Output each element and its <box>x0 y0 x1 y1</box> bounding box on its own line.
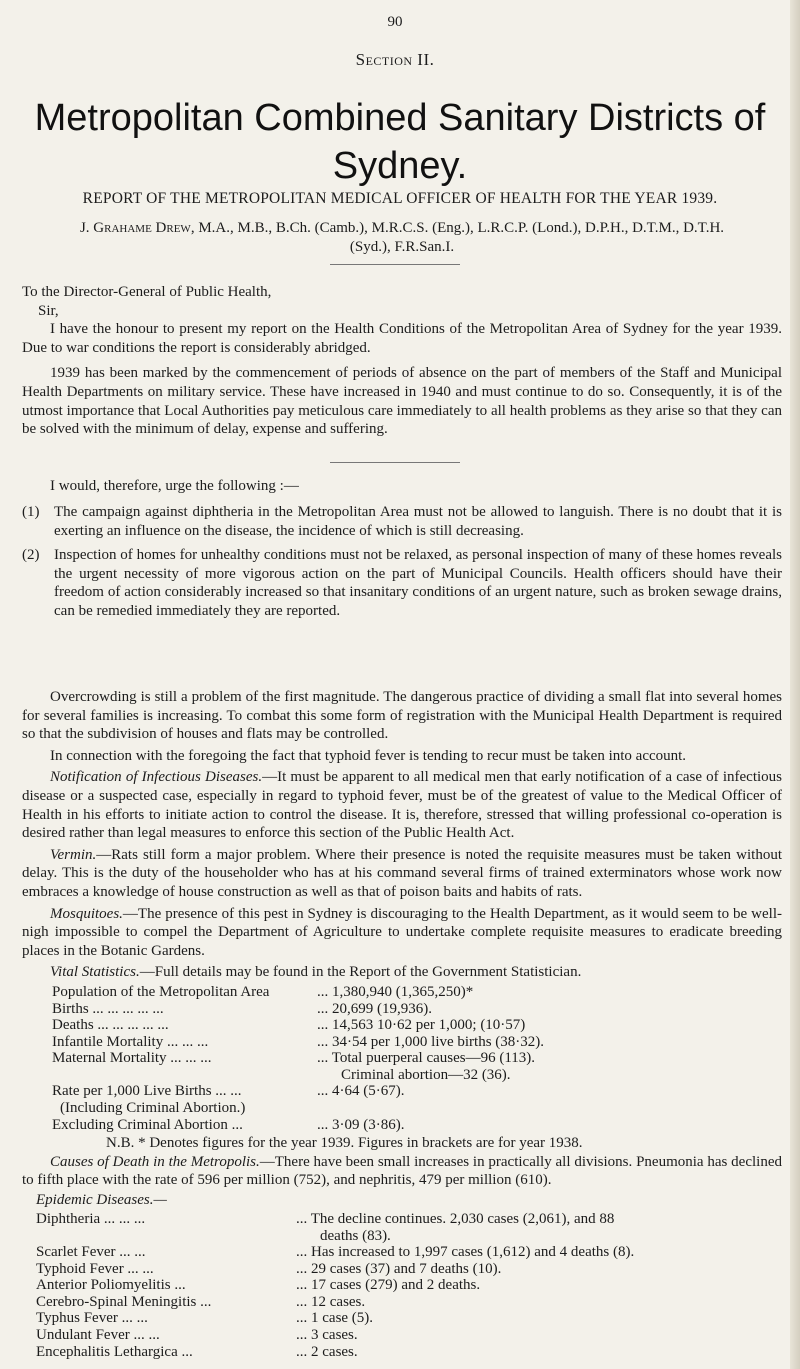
table-row <box>52 1067 782 1084</box>
nb-text: N.B. * Denotes figures for the year 1939. Figures in brackets are for year 1938. <box>106 1135 583 1151</box>
row-value: ... 17 cases (279) and 2 deaths. <box>296 1277 481 1294</box>
table-row <box>36 1244 784 1261</box>
table-row <box>52 1083 782 1100</box>
causes-paragraph <box>22 1153 782 1190</box>
epidemic-heading: Epidemic Diseases.— <box>36 1192 167 1208</box>
divider <box>330 462 460 463</box>
row-label <box>36 1228 296 1245</box>
divider <box>330 264 460 265</box>
list-item <box>22 546 782 620</box>
author-name: J. Grahame Drew, <box>79 220 195 236</box>
row-value: ... 3·09 (3·86). <box>317 1116 405 1133</box>
recommendation-list <box>22 503 782 627</box>
row-value: ... 12 cases. <box>296 1293 366 1310</box>
list-item <box>22 503 782 540</box>
main-title-line-2: Sydney. <box>332 145 468 187</box>
nb-note <box>22 1134 782 1190</box>
table-row <box>52 1117 782 1134</box>
row-label: Maternal Mortality ... ... ... <box>52 1050 212 1067</box>
row-label: Population of the Metropolitan Area <box>52 984 270 1000</box>
urge-text: I would, therefore, urge the following :— <box>50 478 299 494</box>
author-qualifications: M.A., M.B., B.Ch. (Camb.), M.R.C.S. (Eng.), L.R.C.P. (Lond.), D.P.H., D.T.M., D.T.H. <box>194 220 725 236</box>
body-paragraphs <box>22 688 782 982</box>
author-block <box>22 219 782 257</box>
row-label: Typhoid Fever ... ... <box>36 1260 154 1277</box>
vital-statistics-paragraph <box>22 963 782 982</box>
urge-line <box>22 477 782 496</box>
table-row <box>36 1211 784 1228</box>
row-label: Diphtheria ... ... ... <box>36 1211 146 1227</box>
mosquitoes-paragraph <box>22 905 782 961</box>
table-row <box>52 1001 782 1018</box>
row-value: ... 3 cases. <box>296 1327 358 1344</box>
epidemic-table <box>36 1211 784 1360</box>
causes-heading: Causes of Death in the Metropolis. <box>50 1153 260 1170</box>
row-value: ... 14,563 10·62 per 1,000; (10·57) <box>317 1017 526 1034</box>
page-number: 90 <box>387 14 403 30</box>
table-row <box>36 1327 784 1344</box>
row-value: ... 34·54 per 1,000 live births (38·32). <box>317 1033 545 1050</box>
row-label: Cerebro-Spinal Meningitis ... <box>36 1293 212 1310</box>
row-value: ... 29 cases (37) and 7 deaths (10). <box>296 1260 502 1277</box>
table-row <box>36 1294 784 1311</box>
notification-paragraph <box>22 768 782 842</box>
table-row <box>36 1261 784 1278</box>
vermin-heading: Vermin. <box>50 846 97 863</box>
row-value <box>325 1100 782 1117</box>
row-value: ... The decline continues. 2,030 cases (2,061), and 88 <box>296 1211 615 1227</box>
row-label: Scarlet Fever ... ... <box>36 1244 146 1261</box>
vital-statistics-table <box>52 984 782 1133</box>
vital-statistics-heading: Vital Statistics. <box>50 964 140 981</box>
row-label: Undulant Fever ... ... <box>36 1327 160 1344</box>
main-title <box>20 94 780 190</box>
table-row <box>52 1034 782 1051</box>
vermin-text: —Rats still form a major problem. Where their presence is noted the requisite measures must be taken without delay. This is the duty of the householder who has at his command several firms of trained exterminators whose work now embraces a knowledge of house construction as well as that of poison baits and habits of rats. <box>22 846 782 900</box>
table-row <box>52 1050 782 1067</box>
row-label: Typhus Fever ... ... <box>36 1310 148 1327</box>
mosquitoes-text: —The presence of this pest in Sydney is discouraging to the Health Department, as it would seem to be well-nigh impossible to compel the Department of Agriculture to undertake complete requisite measures to eradicate breeding places in the Botanic Gardens. <box>22 905 782 959</box>
salutation-addressee: To the Director-General of Public Health, <box>22 284 272 300</box>
notification-text: —It must be apparent to all medical men that early notification of a case of infectious disease or a suspected case, especially in regard to typhoid fever, must be of the greatest of value to the Medical Officer of Health in his efforts to initiate action to control the disease. It is, therefore, stressed that willing professional co-operation is desired rather than legal measures to enforce this section of the Public Health Act. <box>22 769 782 842</box>
notification-heading: Notification of Infectious Diseases. <box>50 769 263 786</box>
row-label: Rate per 1,000 Live Births ... ... <box>52 1083 242 1100</box>
table-row <box>36 1228 784 1245</box>
row-value: ... 20,699 (19,936). <box>317 1000 432 1017</box>
typhoid-paragraph: In connection with the foregoing the fact that typhoid fever is tending to recur must be taken into account. <box>50 747 687 764</box>
vital-statistics-text: —Full details may be found in the Report of the Government Statistician. <box>139 964 582 981</box>
letter-intro <box>22 283 782 439</box>
author-line-2: (Syd.), F.R.San.I. <box>349 239 455 255</box>
row-label: Excluding Criminal Abortion ... <box>52 1116 243 1133</box>
row-label: Infantile Mortality ... ... ... <box>52 1033 209 1050</box>
row-label: Deaths ... ... ... ... ... <box>52 1017 169 1034</box>
row-value: ... 4·64 (5·67). <box>317 1083 405 1100</box>
row-value: ... 2 cases. <box>296 1343 358 1360</box>
intro-paragraph-1: I have the honour to present my report on the Health Conditions of the Metropolitan Area of Sydney for the year 1939. Due to war conditions the report is considerably abridged. <box>22 321 782 356</box>
intro-paragraph-2: 1939 has been marked by the commencement of periods of absence on the part of members of the Staff and Municipal Health Departments on military service. These have increased in 1940 and must continue to do so. Consequently, it is of the utmost importance that Local Authorities pay meticulous care immediately to all health problems as they arise so that they can be solved with the minimum of delay, expense and suffering. <box>22 365 782 438</box>
list-item-number: (1) <box>22 504 40 520</box>
table-row <box>52 984 782 1001</box>
vermin-paragraph <box>22 846 782 902</box>
row-value: deaths (83). <box>320 1227 391 1244</box>
salutation-sir: Sir, <box>38 302 59 319</box>
row-value: ... 1 case (5). <box>296 1310 374 1327</box>
mosquitoes-heading: Mosquitoes. <box>50 905 123 922</box>
report-title: REPORT OF THE METROPOLITAN MEDICAL OFFICER OF HEALTH FOR THE YEAR 1939. <box>82 190 718 207</box>
row-label: (Including Criminal Abortion.) <box>60 1100 246 1117</box>
causes-text: —There have been small increases in practically all divisions. Pneumonia has declined to fifth place with the rate of 596 per million (752), and nephritis, 479 per million (610). <box>22 1153 782 1189</box>
author-line-1 <box>22 219 782 238</box>
row-value: Criminal abortion—32 (36). <box>341 1066 511 1083</box>
list-item-number: (2) <box>22 547 40 564</box>
list-item-text: The campaign against diphtheria in the Metropolitan Area must not be allowed to languish. There is no doubt that it is exerting an influence on the disease, the incidence of which is still decreasing. <box>54 504 782 539</box>
section-heading: Section II. <box>355 50 435 69</box>
overcrowding-paragraph: Overcrowding is still a problem of the first magnitude. The dangerous practice of dividing a small flat into several homes for several families is increasing. To combat this some form of registration with the Municipal Health Department is required so that the subdivision of houses and flats may be controlled. <box>22 689 782 743</box>
row-value: ... Has increased to 1,997 cases (1,612) and 4 deaths (8). <box>296 1244 635 1261</box>
table-row <box>52 1100 782 1117</box>
table-row <box>36 1344 784 1361</box>
table-row <box>36 1310 784 1327</box>
row-label <box>52 1067 317 1084</box>
page-edge <box>790 0 800 1369</box>
row-label: Encephalitis Lethargica ... <box>36 1343 193 1360</box>
row-label: Births ... ... ... ... ... <box>52 1000 164 1017</box>
row-label: Anterior Poliomyelitis ... <box>36 1277 186 1294</box>
main-title-line-1: Metropolitan Combined Sanitary Districts of <box>34 97 766 139</box>
row-value: ... Total puerperal causes—96 (113). <box>317 1050 536 1067</box>
table-row <box>36 1277 784 1294</box>
table-row <box>52 1017 782 1034</box>
list-item-text: Inspection of homes for unhealthy conditions must not be relaxed, as personal inspection of many of these homes reveals the urgent necessity of more vigorous action on the part of Municipal Councils. Health officers should have their freedom of action considerably increased so that insanitary conditions of an urgent nature, such as broken sewage drains, can be remedied immediately they are reported. <box>54 547 782 619</box>
row-value: ... 1,380,940 (1,365,250)* <box>317 984 474 1000</box>
